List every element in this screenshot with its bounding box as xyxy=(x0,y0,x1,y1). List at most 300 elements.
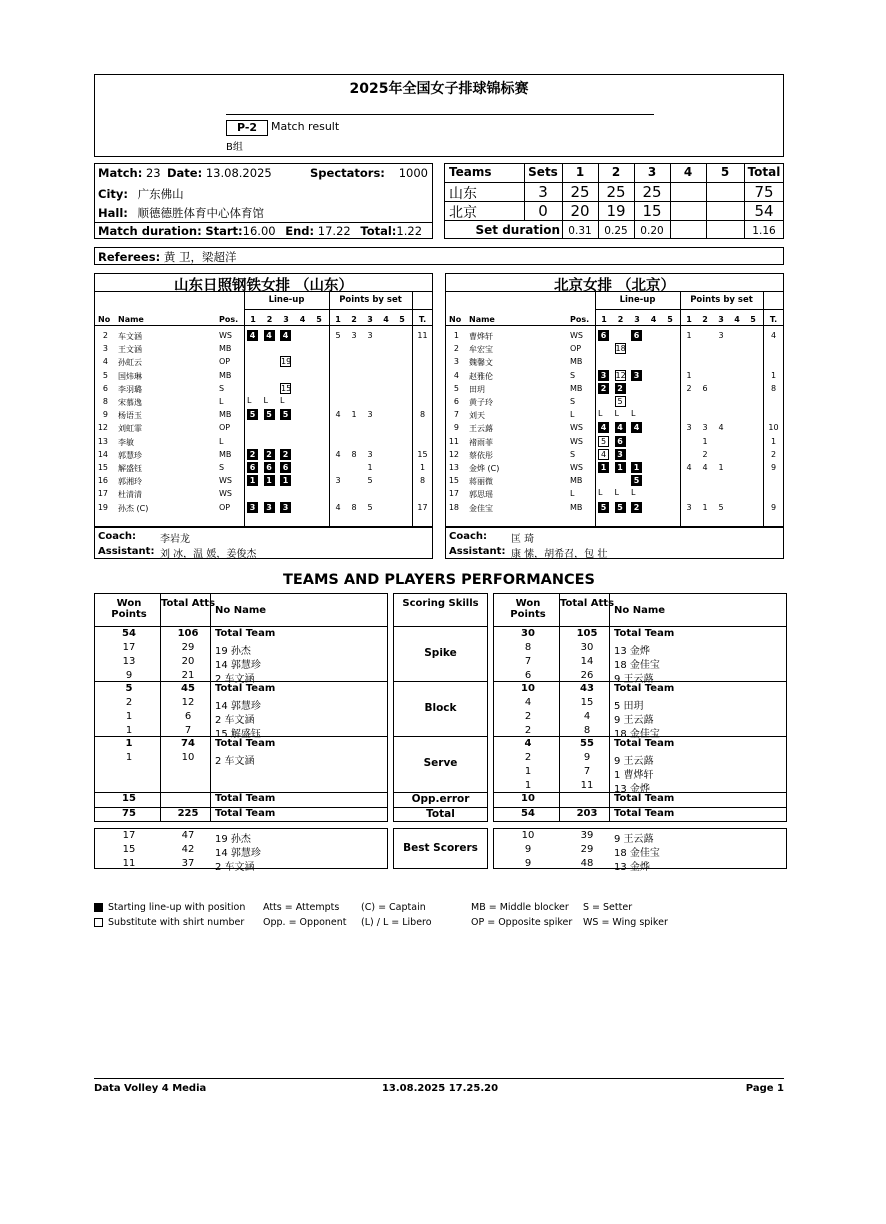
player-name-value: Total Team xyxy=(215,793,276,804)
team-a-lineup-col-1: 1 xyxy=(250,315,256,324)
total-atts-value: 4 xyxy=(583,711,591,722)
legend-mb: MB = Middle blocker xyxy=(471,902,569,913)
won-points-value: 1 xyxy=(125,725,133,736)
teams-header: Teams xyxy=(449,165,492,179)
team-b-lineup-col-4: 4 xyxy=(650,315,657,324)
total-atts-value: 55 xyxy=(580,738,594,749)
legend-atts: Atts = Attempts xyxy=(263,902,340,913)
team-b-player-total: 1 xyxy=(770,370,777,380)
total-atts-value: 12 xyxy=(181,697,195,708)
team-b-player-name: 牟宏宝 xyxy=(469,345,493,355)
legend-libero: (L) / L = Libero xyxy=(361,917,432,928)
team-b-player-no: 6 xyxy=(453,397,459,406)
team-b-lineup-cell xyxy=(598,449,609,460)
team-b-set-points: 1 xyxy=(702,502,708,512)
starting-position-marker: 3 xyxy=(615,449,626,460)
starting-position-marker: 6 xyxy=(631,330,642,341)
team-a-name-header: Name xyxy=(118,315,144,324)
substitute-marker: 19 xyxy=(281,357,292,367)
player-name-value: 19 孙杰 xyxy=(215,646,251,657)
team-a-lineup-header: Line-up xyxy=(268,295,305,305)
player-name-value: 2 车文涵 xyxy=(215,674,255,685)
team-b-player-name: 郭思瑶 xyxy=(469,490,493,500)
match-info-divider xyxy=(94,222,433,223)
legend-ws: WS = Wing spiker xyxy=(583,917,668,928)
referees-label: Referees: xyxy=(98,250,161,264)
perf-section-line xyxy=(493,736,787,737)
team-b-vline-lineup xyxy=(595,291,596,527)
libero-marker: L xyxy=(614,488,619,498)
team-b-hline-c xyxy=(445,325,784,326)
team-b-player-pos: S xyxy=(570,370,576,380)
end-label: End: xyxy=(285,224,315,238)
team-a-set-3: 25 xyxy=(642,183,662,201)
player-name-value: 9 王云蕗 xyxy=(614,674,654,685)
team-a-hline-c xyxy=(94,325,433,326)
team-a-player-total: 11 xyxy=(417,331,428,340)
team-b-sets: 0 xyxy=(538,202,548,220)
team-b-player-name: 蔡依彤 xyxy=(469,450,493,460)
footer-left: Data Volley 4 Media xyxy=(94,1083,207,1094)
team-a-player-pos: L xyxy=(219,397,224,406)
team-b-player-no: 13 xyxy=(448,463,459,472)
team-b-lineup-cell xyxy=(631,370,645,381)
team-b-set-points: 6 xyxy=(702,383,708,393)
won-points-value: 7 xyxy=(524,656,532,667)
team-b-player-name: 蒋丽微 xyxy=(469,477,493,487)
total-atts-value: 43 xyxy=(580,683,594,694)
won-points-value: 1 xyxy=(524,766,532,777)
team-b-player-no: 15 xyxy=(448,476,459,486)
total-header: Total xyxy=(747,165,781,179)
team-b-lineup-cell xyxy=(631,488,646,497)
starting-position-marker: 4 xyxy=(264,330,275,341)
substitute-marker: 18 xyxy=(615,344,626,354)
won-points-value: 54 xyxy=(521,808,535,819)
perf-section-line xyxy=(94,681,388,682)
team-b-lineup-cell xyxy=(598,488,613,497)
team-a-set-points: 4 xyxy=(335,449,341,459)
team-a-player-pos: MB xyxy=(219,410,232,420)
team-a-player-no: 8 xyxy=(102,397,108,406)
starting-position-marker: 6 xyxy=(264,462,275,473)
team-a-set-points: 3 xyxy=(335,476,341,486)
player-name-value: 2 车文涵 xyxy=(215,862,255,873)
perf-section-line xyxy=(493,681,787,682)
team-a-set-2: 25 xyxy=(606,183,626,201)
team-a-lineup-cell xyxy=(280,330,294,341)
player-name-value: 9 王云蕗 xyxy=(614,715,654,726)
team-a-player-no: 5 xyxy=(102,370,108,380)
hall-value: 顺德德胜体育中心体育馆 xyxy=(137,206,265,220)
team-a-lineup-cell xyxy=(247,475,261,486)
team-b-lineup-cell xyxy=(615,436,629,447)
starting-position-marker: 6 xyxy=(598,330,609,341)
team-a-lineup-cell xyxy=(280,383,291,394)
team-b-player-total: 9 xyxy=(770,502,777,512)
starting-position-marker: 2 xyxy=(247,449,258,460)
team-a-team-name: 山东日照钢铁女排 （山东） xyxy=(173,278,354,294)
team-b-set-points: 1 xyxy=(702,436,708,446)
team-a-t-header: T. xyxy=(418,315,427,324)
won-points-value: 1 xyxy=(125,738,133,749)
header-rule xyxy=(226,114,654,115)
won-points-value: 17 xyxy=(122,642,136,653)
player-name-value: Total Team xyxy=(614,683,675,694)
duration-label: Match duration: xyxy=(98,224,202,238)
team-a-lineup-cell xyxy=(280,462,294,473)
team-a-no-header: No xyxy=(98,315,111,324)
team-a-lineup-col-3: 3 xyxy=(283,315,289,324)
skill-opp-error: Opp.error xyxy=(411,793,470,805)
team-a-lineup-cell xyxy=(247,330,261,341)
team-a-points-header: Points by set xyxy=(339,295,402,305)
team-a-lineup-cell xyxy=(264,449,278,460)
starting-position-marker: 5 xyxy=(280,409,291,420)
team-b-coach-label: Coach: xyxy=(449,531,488,542)
team-a-player-pos: WS xyxy=(219,331,232,340)
team-a-player-name: 李敏 xyxy=(118,437,134,447)
total-atts-value: 45 xyxy=(181,683,195,694)
team-b-points-col-4: 4 xyxy=(734,315,740,324)
team-a-assistant-names: 刘 冰，温 媛，姜俊杰 xyxy=(160,549,257,560)
team-a-lineup-col-4: 4 xyxy=(299,315,306,324)
team-a-pos-header: Pos. xyxy=(219,315,239,324)
team-b-set-points: 4 xyxy=(686,463,692,472)
starting-position-marker: 3 xyxy=(598,370,609,381)
team-b-vline-points xyxy=(680,291,681,527)
team-a-player-name: 刘虹霏 xyxy=(118,424,142,434)
team-b-player-no: 17 xyxy=(448,489,459,499)
referees-line xyxy=(98,249,236,265)
team-b-lineup-cell xyxy=(615,488,630,497)
team-a-lineup-cell xyxy=(264,409,278,420)
total-atts-value: 42 xyxy=(181,844,195,855)
match-date: 13.08.2025 xyxy=(205,166,272,180)
substitute-marker: 5 xyxy=(615,396,626,407)
team-b-lineup-cell xyxy=(598,462,612,473)
legend-substitute: Substitute with shirt number xyxy=(108,917,245,928)
starting-position-marker: 3 xyxy=(264,502,275,513)
team-a-player-name: 杨语玉 xyxy=(118,411,142,421)
player-name-value: Total Team xyxy=(215,808,276,819)
team-b-points-col-2: 2 xyxy=(702,315,708,324)
team-b-player-total: 10 xyxy=(768,423,779,433)
team-a-lineup-cell xyxy=(264,330,278,341)
total-atts-value: 14 xyxy=(580,656,594,667)
team-b-vline-total xyxy=(763,291,764,527)
starting-position-marker: 6 xyxy=(615,436,626,447)
team-b-lineup-cell xyxy=(615,370,626,381)
starting-position-marker: 1 xyxy=(615,462,626,473)
footer-rule xyxy=(94,1078,784,1079)
team-b-lineup-col-3: 3 xyxy=(634,315,640,324)
total-atts-value: 6 xyxy=(184,711,192,722)
team-b-set-points: 3 xyxy=(686,502,692,512)
team-b-lineup-cell xyxy=(615,449,629,460)
team-b-lineup-cell xyxy=(598,502,612,513)
legend-s: S = Setter xyxy=(583,902,633,913)
team-a-lineup-cell xyxy=(280,502,294,513)
team-b-lineup-cell xyxy=(615,383,629,394)
team-a-lineup-cell xyxy=(280,449,294,460)
team-b-set-1: 20 xyxy=(570,202,590,220)
won-points-header: Won Points xyxy=(111,598,147,620)
match-no: 23 xyxy=(145,166,161,180)
total-label: Total: xyxy=(360,224,397,238)
player-name-value: Total Team xyxy=(215,683,276,694)
player-name-value: Total Team xyxy=(215,738,276,749)
player-name-value: 9 王云蕗 xyxy=(614,834,654,845)
team-a-set-points: 3 xyxy=(367,410,373,420)
team-b-lineup-col-2: 2 xyxy=(617,315,624,324)
won-points-value: 11 xyxy=(122,858,136,869)
total-atts-value: 106 xyxy=(177,628,199,639)
total-atts-value: 7 xyxy=(184,725,192,736)
team-a-set-points: 3 xyxy=(367,449,373,459)
team-a-player-pos: MB xyxy=(219,449,232,459)
footer-right: Page 1 xyxy=(745,1083,784,1094)
team-a-player-pos: OP xyxy=(219,357,231,367)
total-atts-value: 48 xyxy=(580,858,594,869)
starting-position-marker: 4 xyxy=(280,330,291,341)
perf-header-line xyxy=(393,626,488,627)
starting-position-marker: 3 xyxy=(280,502,291,513)
player-name-value: 15 解盛钰 xyxy=(215,729,261,740)
total-atts-value: 20 xyxy=(181,656,195,667)
team-b-set-points: 4 xyxy=(702,463,708,472)
won-points-value: 4 xyxy=(524,697,532,708)
team-a-lineup-cell xyxy=(280,409,294,420)
starting-position-marker: 2 xyxy=(598,383,609,394)
team-a-lineup-cell xyxy=(247,396,262,405)
team-b-player-no: 9 xyxy=(453,423,459,433)
team-a-lineup-cell xyxy=(264,396,279,405)
total-atts-value: 29 xyxy=(181,642,195,653)
player-name-value: 14 郭慧珍 xyxy=(215,848,261,859)
team-a-coach-name: 李岩龙 xyxy=(160,534,190,545)
total-atts-value: 7 xyxy=(583,766,591,777)
team-a-set-points: 8 xyxy=(351,502,357,512)
team-a-player-no: 14 xyxy=(97,449,108,459)
spectators-value: 1000 xyxy=(398,166,428,180)
team-b-lineup-cell xyxy=(615,422,629,433)
player-name-value: 18 金佳宝 xyxy=(614,660,660,671)
won-points-value: 15 xyxy=(122,793,136,804)
team-a-lineup-cell xyxy=(280,475,294,486)
skill-total: Total xyxy=(426,808,455,820)
team-b-player-no: 11 xyxy=(448,436,459,446)
team-b-lineup-cell xyxy=(598,383,612,394)
team-b-player-total: 8 xyxy=(770,383,777,393)
score-hline-3 xyxy=(444,220,784,221)
won-points-value: 10 xyxy=(521,793,535,804)
team-b-player-total: 9 xyxy=(770,463,777,472)
team-a-set-points: 5 xyxy=(367,502,373,512)
player-name-value: Total Team xyxy=(614,628,675,639)
player-name-value: Total Team xyxy=(614,793,675,804)
team-a-player-name: 国炜琳 xyxy=(118,371,142,381)
team-a-vline-points xyxy=(329,291,330,527)
team-a-lineup-cell xyxy=(247,449,261,460)
starting-position-marker: 2 xyxy=(264,449,275,460)
team-b-set-points: 2 xyxy=(702,449,708,459)
team-b-player-name: 刘天 xyxy=(469,411,485,421)
perf-header-line xyxy=(493,626,787,627)
team-b-assistant-label: Assistant: xyxy=(449,546,506,557)
team-b-player-no: 2 xyxy=(453,344,459,354)
team-b-lineup-col-1: 1 xyxy=(601,315,607,324)
won-points-value: 30 xyxy=(521,628,535,639)
team-b-points-col-5: 5 xyxy=(750,315,756,324)
form-code: P-2 xyxy=(226,120,268,136)
libero-marker: L xyxy=(247,396,252,405)
total-atts-value: 26 xyxy=(580,670,594,681)
team-b-set-points: 4 xyxy=(718,423,724,433)
team-a-player-total: 17 xyxy=(417,502,428,512)
starting-position-marker: 4 xyxy=(631,422,642,433)
team-a-points-col-2: 2 xyxy=(351,315,357,324)
total-atts-value: 225 xyxy=(177,808,199,819)
player-name-value: Total Team xyxy=(614,808,675,819)
team-a-player-no: 2 xyxy=(102,331,108,340)
team-a-player-pos: WS xyxy=(219,476,232,486)
total-atts-value: 105 xyxy=(576,628,598,639)
team-b-coach-name: 匡 琦 xyxy=(511,534,535,545)
total-atts-value: 29 xyxy=(580,844,594,855)
team-a-player-no: 17 xyxy=(97,489,108,499)
team-a-player-pos: OP xyxy=(219,423,231,433)
total-atts-value: 74 xyxy=(181,738,195,749)
team-b-team-name: 北京女排 （北京） xyxy=(553,278,676,294)
team-b-player-pos: WS xyxy=(570,331,583,340)
won-points-value: 9 xyxy=(524,844,532,855)
team-b-hline-b xyxy=(595,309,784,310)
legend-opp: Opp. = Opponent xyxy=(263,917,347,928)
player-name-value: 13 金烨 xyxy=(614,862,650,873)
libero-marker: L xyxy=(598,488,603,498)
hall-line xyxy=(98,205,264,221)
player-name-value: 5 田玥 xyxy=(614,701,644,712)
team-a-set-points: 8 xyxy=(351,449,357,459)
team-b-player-pos: WS xyxy=(570,423,583,433)
team-b-set-3: 15 xyxy=(642,202,662,220)
team-b-player-name: 褚雨菲 xyxy=(469,437,493,447)
perf-header-line xyxy=(94,626,388,627)
team-a-points-col-4: 4 xyxy=(383,315,389,324)
player-name-value: 13 金烨 xyxy=(614,784,650,795)
won-points-value: 2 xyxy=(524,711,532,722)
team-b-name: 北京 xyxy=(449,205,477,221)
won-points-value: 8 xyxy=(524,642,532,653)
won-points-value: 5 xyxy=(125,683,133,694)
team-b-player-pos: WS xyxy=(570,463,583,472)
team-b-player-name: 赵雅伦 xyxy=(469,371,493,381)
total-atts-value: 9 xyxy=(583,752,591,763)
team-b-lineup-cell xyxy=(631,409,646,418)
team-a-lineup-cell xyxy=(280,396,295,405)
player-name-value: 18 金佳宝 xyxy=(614,848,660,859)
won-points-value: 13 xyxy=(122,656,136,667)
sets-header: Sets xyxy=(528,165,558,179)
team-b-set-points: 3 xyxy=(718,331,724,340)
team-a-hline-b xyxy=(244,309,433,310)
team-b-lineup-col-5: 5 xyxy=(667,315,673,324)
won-points-value: 1 xyxy=(125,752,133,763)
set-duration-2: 0.25 xyxy=(604,225,628,237)
won-points-value: 15 xyxy=(122,844,136,855)
starting-position-marker: 5 xyxy=(264,409,275,420)
team-b-set-2: 19 xyxy=(606,202,626,220)
libero-marker: L xyxy=(280,396,285,405)
set-duration-3: 0.20 xyxy=(640,225,664,237)
start-label: Start: xyxy=(205,224,243,238)
substitute-marker: 4 xyxy=(598,449,609,460)
city-value: 广东佛山 xyxy=(137,187,184,201)
team-b-set-points: 5 xyxy=(718,502,724,512)
team-b-lineup-cell xyxy=(598,436,609,447)
performance-title: TEAMS AND PLAYERS PERFORMANCES xyxy=(282,572,595,588)
total-atts-header: Total Atts xyxy=(160,598,216,609)
starting-position-marker: 3 xyxy=(631,370,642,381)
team-a-set-points: 3 xyxy=(367,331,373,340)
team-a-points-col-3: 3 xyxy=(367,315,373,324)
spectators-label: Spectators: xyxy=(310,166,385,180)
team-a-set-points: 1 xyxy=(351,410,357,420)
team-b-player-name: 金佳宝 xyxy=(469,503,493,513)
team-b-name-header: Name xyxy=(469,315,495,324)
team-b-lineup-cell xyxy=(631,422,645,433)
team-a-player-no: 6 xyxy=(102,383,108,393)
team-b-lineup-cell xyxy=(598,422,612,433)
player-name-value: 14 郭慧珍 xyxy=(215,660,261,671)
page-title: 2025年全国女子排球锦标赛 xyxy=(349,81,529,97)
scoring-skills-header: Scoring Skills xyxy=(402,598,479,609)
team-a-player-name: 李羽璐 xyxy=(118,384,142,394)
team-a-player-name: 孙杰 (C) xyxy=(118,503,149,513)
team-b-lineup-cell xyxy=(598,409,613,418)
set-duration-total: 1.16 xyxy=(752,225,776,237)
starting-position-marker: 1 xyxy=(631,462,642,473)
total-atts-value: 15 xyxy=(580,697,594,708)
team-a-player-total: 8 xyxy=(419,410,426,420)
won-points-value: 10 xyxy=(521,830,535,841)
libero-marker: L xyxy=(598,409,603,419)
won-points-value: 2 xyxy=(524,752,532,763)
substitute-marker: 15 xyxy=(281,383,292,393)
team-b-points-col-3: 3 xyxy=(718,315,724,324)
team-a-lineup-col-2: 2 xyxy=(266,315,273,324)
starting-position-marker: 2 xyxy=(615,383,626,394)
legend-captain: (C) = Captain xyxy=(361,902,426,913)
team-b-lineup-cell xyxy=(598,370,612,381)
team-a-player-name: 王文涵 xyxy=(118,345,142,355)
team-b-lineup-cell xyxy=(598,330,612,341)
libero-marker: L xyxy=(263,396,268,405)
team-b-player-no: 4 xyxy=(453,370,459,380)
set-duration-label: Set duration xyxy=(475,223,560,237)
team-a-set-points: 5 xyxy=(335,331,341,340)
total-atts-value: 47 xyxy=(181,830,195,841)
starting-position-marker: 3 xyxy=(247,502,258,513)
set-header-1: 1 xyxy=(575,165,585,179)
team-b-lineup-cell xyxy=(615,502,629,513)
total-atts-value: 21 xyxy=(181,670,195,681)
team-a-player-pos: S xyxy=(219,463,225,472)
skill-serve: Serve xyxy=(423,757,458,769)
team-a-points-col-1: 1 xyxy=(335,315,341,324)
team-b-player-pos: OP xyxy=(570,344,582,354)
